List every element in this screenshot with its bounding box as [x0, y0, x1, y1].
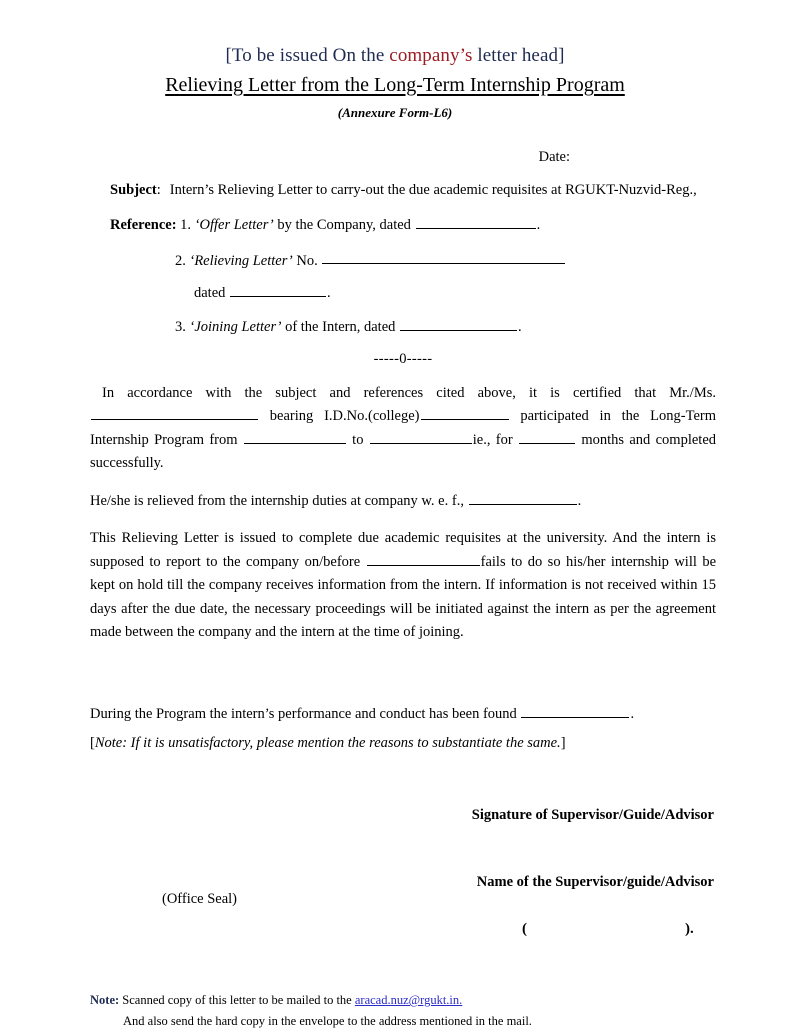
reference-label: Reference:	[110, 217, 177, 234]
reporting-paragraph	[90, 527, 716, 644]
intern-name-blank[interactable]	[91, 406, 258, 421]
note-bracket-open: [	[90, 734, 95, 751]
body-spacer	[90, 645, 716, 697]
program-from-blank[interactable]	[244, 429, 346, 444]
reference-item1-text: by the Company, dated	[273, 217, 415, 234]
relieved-text-a: He/she is relieved from the internship duties at company w. e. f.,	[90, 492, 468, 509]
paren-open: (	[522, 921, 527, 938]
letterhead-instruction	[0, 0, 790, 68]
months-blank[interactable]	[519, 429, 575, 444]
subject-row	[90, 181, 716, 201]
cert-text-c: participated in the Long-Term Internship Program from	[90, 408, 716, 448]
cert-text-b: bearing I.D.No.(college)	[259, 408, 420, 425]
subject-colon: :	[156, 181, 161, 198]
section-divider: -----0-----	[373, 350, 433, 367]
reference-item1-number: 1.	[180, 217, 192, 234]
relieved-date-blank[interactable]	[469, 490, 577, 505]
document-body	[90, 149, 716, 1031]
signature-label: Signature of Supervisor/Guide/Advisor	[471, 807, 714, 824]
reference-row-2-dated	[90, 282, 716, 302]
supervisor-name-block	[90, 874, 716, 947]
reference-item3-text: of the Intern, dated	[281, 318, 400, 335]
office-seal-row	[90, 891, 716, 917]
reference-item2-dated-blank[interactable]	[230, 282, 326, 297]
cert-text-d: to	[346, 431, 369, 448]
cert-text-a: In accordance with the subject and references cited above, it is certified that Mr./Ms.	[102, 384, 716, 401]
name-parenthesis-row	[90, 921, 716, 947]
relieved-text-b: .	[577, 492, 582, 509]
subject-text: Intern’s Relieving Letter to carry-out the due academic requisites at RGUKT-Nuzvid-Reg.,	[169, 181, 697, 198]
performance-text-a: During the Program the intern’s performance and conduct has been found	[90, 705, 521, 722]
footer-note-text: Scanned copy of this letter to be mailed to the	[119, 993, 355, 1008]
reference-item2-dated-label: dated	[194, 285, 230, 302]
note-italic-text: Note: If it is unsatisfactory, please mention the reasons to substantiate the same.	[94, 734, 561, 751]
reference-item2-text: No.	[292, 252, 322, 269]
date-label: Date:	[538, 148, 570, 165]
email-link[interactable]: aracad.nuz@rgukt.in.	[354, 993, 463, 1008]
report-date-blank[interactable]	[367, 551, 480, 566]
reference-row-3	[90, 316, 716, 336]
reference-row-1	[90, 214, 716, 235]
office-seal-label: (Office Seal)	[162, 891, 238, 908]
footer-note-second-line: And also send the hard copy in the envelope to the address mentioned in the mail.	[123, 1013, 532, 1028]
page-title-text: Relieving Letter from the Long-Term Internship Program	[165, 73, 625, 96]
reference-item1-end: .	[536, 217, 541, 234]
performance-paragraph	[90, 703, 716, 726]
reference-item3-date-blank[interactable]	[400, 316, 517, 331]
performance-text-b: .	[630, 705, 635, 722]
letterhead-suffix: letter head]	[472, 45, 565, 66]
paren-close: ).	[685, 921, 694, 938]
footer-note	[90, 991, 716, 1031]
page-title	[0, 72, 790, 98]
reference-item2-number-blank[interactable]	[322, 250, 565, 265]
footer-note-label: Note:	[90, 993, 120, 1008]
annexure-label: (Annexure Form-L6)	[337, 104, 453, 120]
letterhead-company: company’s	[389, 45, 473, 66]
reference-item1-date-blank[interactable]	[416, 214, 536, 229]
supervisor-name-label: Name of the Supervisor/guide/Advisor	[476, 874, 714, 891]
cert-text-e: ie., for	[472, 431, 519, 448]
college-id-blank[interactable]	[421, 406, 509, 421]
reference-item2-dated-end: .	[327, 285, 331, 302]
performance-note	[90, 732, 716, 755]
program-to-blank[interactable]	[370, 429, 472, 444]
signature-block	[90, 807, 716, 947]
certification-paragraph	[90, 382, 716, 476]
reference-item3-number: 3.	[175, 318, 186, 335]
relieved-paragraph	[90, 490, 716, 513]
reporting-text-a: This Relieving Letter is issued to complete due academic requisites at the university. And the intern is supposed to report to the company on/before	[90, 530, 716, 570]
cert-text-f: months and completed successfully.	[90, 431, 717, 472]
reporting-text-b: fails to do so his/her internship will be kept on hold till the company receives information from the intern. If information is not received within 15 days after the due date, the necessary proceedings will be initiated against the intern as per the agreement made between the company and the intern at the time of joining.	[90, 553, 717, 641]
reference-item2-number: 2.	[175, 252, 186, 269]
reference-item1-title: ‘Offer Letter’	[194, 217, 274, 234]
note-bracket-close: ]	[560, 734, 566, 751]
reference-row-2	[90, 250, 716, 270]
performance-blank[interactable]	[521, 703, 629, 718]
reference-item2-title: ‘Relieving Letter’	[189, 252, 293, 269]
reference-item3-end: .	[518, 318, 522, 335]
letterhead-prefix: [To be issued On the	[225, 45, 390, 66]
reference-item3-title: ‘Joining Letter’	[189, 318, 282, 335]
subject-label: Subject	[110, 181, 157, 198]
